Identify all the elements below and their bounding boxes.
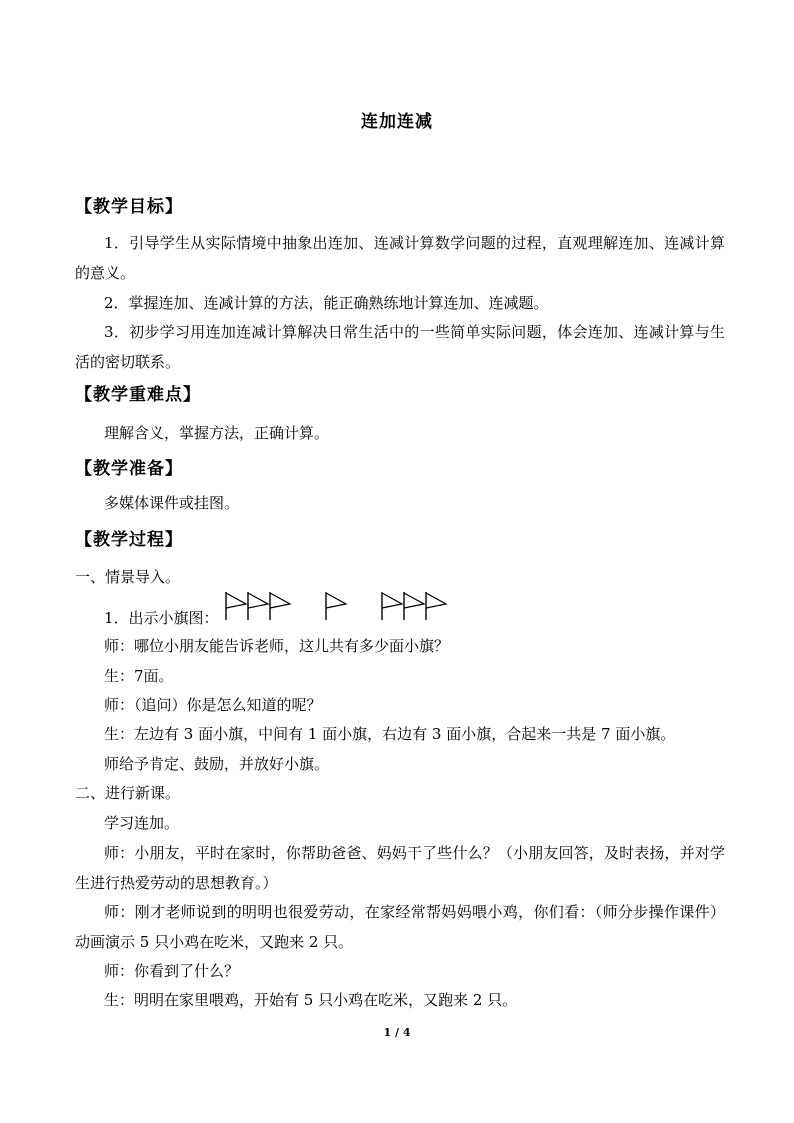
flag-icon bbox=[270, 592, 290, 620]
objective-item-3: 3．初步学习用连加连减计算解决日常生活中的一些简单实际问题，体会连加、连减计算与生活的密切联系。 bbox=[75, 323, 725, 371]
page-title: 连加连减 bbox=[361, 112, 433, 132]
dialogue-paragraph-a: 师：小朋友，平时在家时，你帮助爸爸、妈妈干了些什么？（小朋友回答，及时表扬，并对学生进行热爱劳动的思想教育。） bbox=[75, 844, 725, 892]
flag-icon bbox=[382, 592, 402, 620]
flags-illustration bbox=[224, 590, 494, 622]
dialogue-line-d: 生：明明在家里喂鸡，开始有 5 只小鸡在吃米，又跑来 2 只。 bbox=[104, 991, 518, 1009]
part2-title: 二、进行新课。 bbox=[75, 784, 181, 802]
dialogue-line-2: 生：7面。 bbox=[104, 667, 174, 685]
part1-title: 一、情景导入。 bbox=[75, 568, 181, 586]
flag-icon bbox=[426, 592, 446, 620]
dialogue-line-4: 生：左边有 3 面小旗，中间有 1 面小旗，右边有 3 面小旗，合起来一共是 7 面小旗。 bbox=[104, 725, 676, 743]
dialogue-paragraph-b: 师：刚才老师说到的明明也很爱劳动，在家经常帮妈妈喂小鸡，你们看：（师分步操作课件）动画演示 5 只小鸡在吃米，又跑来 2 只。 bbox=[75, 903, 725, 951]
preparation-text: 多媒体课件或挂图。 bbox=[104, 494, 240, 512]
objective-item-1: 1．引导学生从实际情境中抽象出连加、连减计算数学问题的过程，直观理解连加、连减计算的意义。 bbox=[75, 234, 725, 282]
flag-icon bbox=[226, 592, 246, 620]
section-heading-objectives: 【教学目标】 bbox=[75, 197, 183, 217]
section-heading-process: 【教学过程】 bbox=[75, 530, 183, 550]
objective-item-2: 2．掌握连加、连减计算的方法，能正确熟练地计算连加、连减题。 bbox=[104, 294, 549, 312]
flag-icon bbox=[404, 592, 424, 620]
dialogue-line-c: 师：你看到了什么？ bbox=[104, 962, 240, 980]
dialogue-line-3: 师：（追问）你是怎么知道的呢？ bbox=[104, 696, 322, 714]
section-heading-preparation: 【教学准备】 bbox=[75, 459, 183, 479]
page-number: 1 / 4 bbox=[383, 1026, 411, 1039]
flag-icon bbox=[326, 592, 346, 620]
section-heading-key-points: 【教学重难点】 bbox=[75, 385, 201, 405]
flag-icon bbox=[248, 592, 268, 620]
flag-intro-label: 1．出示小旗图： bbox=[104, 609, 219, 627]
dialogue-line-5: 师给予肯定、鼓励，并放好小旗。 bbox=[104, 755, 330, 773]
learn-addition: 学习连加。 bbox=[104, 814, 180, 832]
flag-group bbox=[226, 592, 446, 620]
dialogue-line-1: 师：哪位小朋友能告诉老师，这儿共有多少面小旗？ bbox=[104, 637, 450, 655]
key-points-text: 理解含义，掌握方法，正确计算。 bbox=[104, 424, 330, 442]
